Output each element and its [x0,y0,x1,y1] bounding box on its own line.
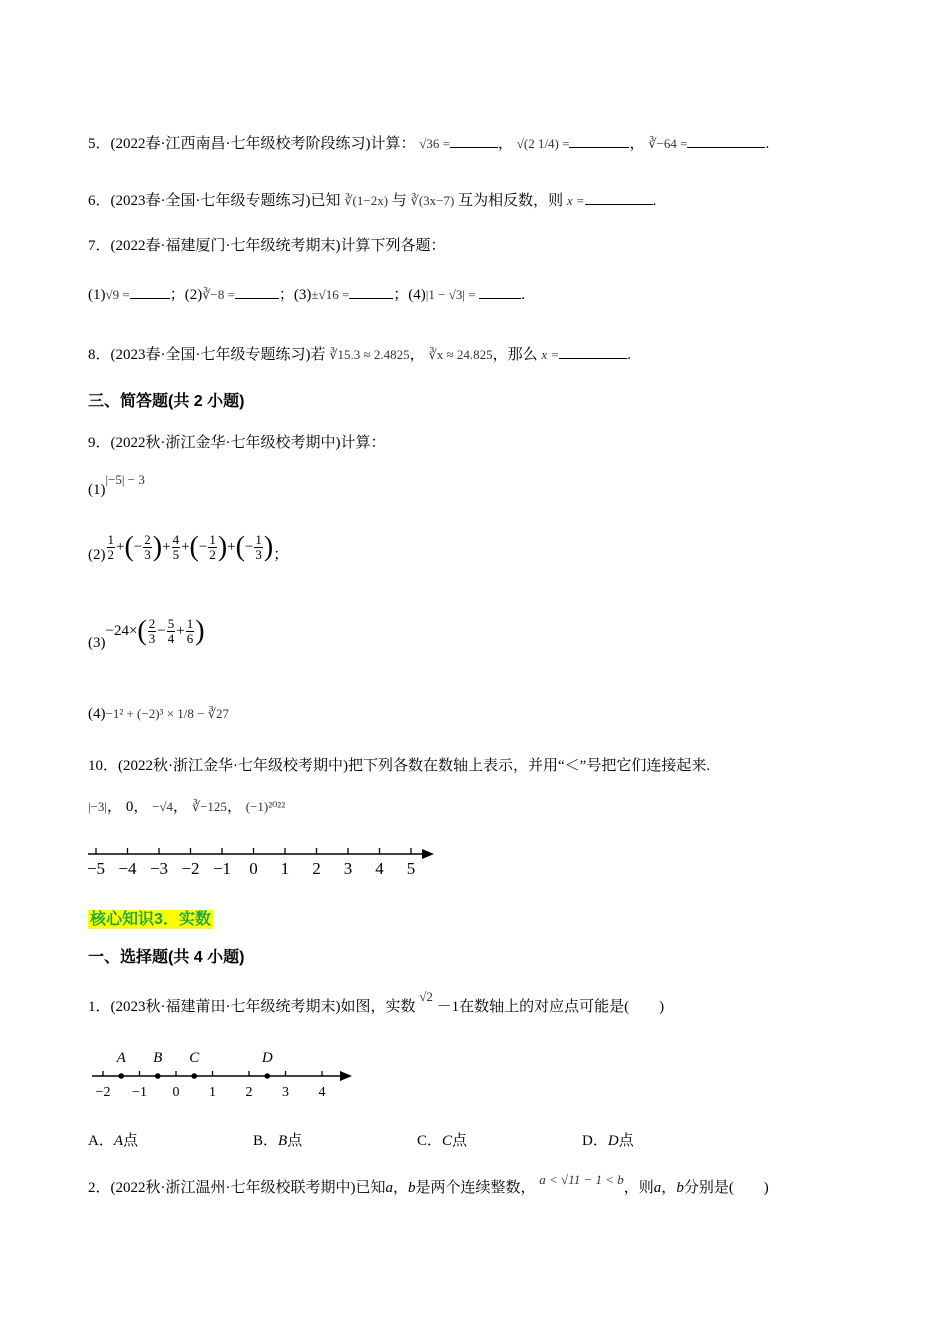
c1-tick-label: −1 [132,1085,147,1100]
q5-blank-3[interactable] [687,133,765,148]
q10-item-3: −√4 [152,799,174,814]
c1-option-c[interactable]: C．C点 [417,1133,468,1149]
c2-source: (2022秋·浙江温州·七年级校联考期中)已知 [110,1180,386,1196]
q10-tick-label: 5 [406,859,416,878]
q8-source: (2023春·全国·七年级专题练习)若 [110,347,326,363]
q7-expr-2: ∛−8 = [202,287,235,302]
q5-blank-2[interactable] [569,133,629,148]
q9-part-3: (3)−24×( $\frac{2}{3}$ − $\frac{5}{4}$ + $\frac{1}{6}$ ) [88,615,205,651]
c1-tail: －1在数轴上的对应点可能是( ) [436,999,665,1015]
q9-expr-4: −1² + (−2)³ × 1/8 − ∛27 [105,706,230,721]
q10-tick-label: −3 [149,859,169,878]
c1-option-d[interactable]: D．D点 [582,1133,634,1149]
q10-item-1: |−3| [88,799,108,814]
q5-blank-1[interactable] [450,133,498,148]
c1-number-line [86,1046,366,1102]
q7-expr-4: |1 − √3| = [425,287,476,302]
question-10 [88,756,710,776]
q7-expr-1: √9 = [105,287,130,302]
question-7 [88,236,446,256]
c1-tick-label: 0 [172,1085,180,1100]
q10-source: (2022秋·浙江金华·七年级校考期中)把下列各数在数轴上表示，并用“＜”号把它们连接起来. [118,758,711,774]
q10-tick-label: 0 [249,859,258,878]
c1-tick-label: 4 [318,1085,326,1100]
q9-part-1: (1)|−5| − 3 [88,472,145,498]
q8-number: 8． [88,347,111,363]
q10-item-5: (−1)²⁰²² [245,799,286,814]
c1-point-c [191,1073,197,1079]
question-5: 5．(2022春·江西南昌·七年级校考阶段练习)计算： √36 = ， √(2 1/4) = ， ∛−64 = . [88,133,769,154]
choice-question-2: 2．(2022秋·浙江温州·七年级校联考期中)已知a，b是两个连续整数， a < √11 − 1 < b，则a，b分别是( ) [88,1172,769,1196]
q10-number: 10． [88,758,119,774]
q9-part-2: (2) $\frac{1}{2}$ +(− $\frac{2}{3}$ )+ $\frac{4}{5}$ +(− $\frac{1}{2}$ )+(− $\frac{1}{3}$ )； [88,531,289,563]
q10-item-2: 0 [125,799,134,815]
q8-expr-1: ∛15.3 ≈ 2.4825 [329,347,410,362]
q9-number: 9． [88,435,111,451]
c1-point-label-a: A [116,1050,126,1066]
c1-tick-label: 2 [245,1085,253,1100]
c2-expr: a < √11 − 1 < b [539,1172,624,1187]
q7-number: 7． [88,238,111,254]
c1-point-label-d: D [261,1050,273,1066]
q10-tick-label: −2 [181,859,200,878]
q9-expr-1: |−5| − 3 [105,472,145,487]
q10-tick-label: 1 [280,859,290,878]
q10-axis-arrow [422,849,434,859]
c1-number: 1． [88,999,111,1015]
q9-part-4: (4)−1² + (−2)³ × 1/8 − ∛27 [88,706,230,722]
q7-source: (2022春·福建厦门·七年级统考期末)计算下列各题： [110,238,446,254]
q6-expr-1: ∛(1−2x) [344,193,389,208]
section-3-heading: 三、简答题(共 2 小题) [88,393,245,410]
q7-blank-3[interactable] [349,284,393,299]
q10-tick-label: 3 [343,859,353,878]
c1-option-b[interactable]: B．B点 [253,1133,303,1149]
q10-tick-label: 4 [375,859,384,878]
c2-number: 2． [88,1180,111,1196]
q5-expr-1: √36 = [419,136,450,151]
q9-source: (2022秋·浙江金华·七年级校考期中)计算： [110,435,386,451]
q8-expr-2: ∛x ≈ 24.825 [428,347,493,362]
q10-number-line [84,840,444,882]
c1-tick-label: 3 [282,1085,289,1100]
knowledge-3-label: 核心知识3．实数 [90,911,211,928]
q6-blank[interactable] [585,190,653,205]
question-9 [88,433,386,453]
q6-tail: 互为相反数，则 [458,193,564,209]
q6-expr-3: x = [566,193,585,208]
q7-blank-1[interactable] [130,284,170,299]
q5-expr-2: √(2 1/4) = [516,136,570,151]
q6-number: 6． [88,193,111,209]
q10-tick-label: −4 [118,859,137,878]
q7-blank-2[interactable] [235,284,279,299]
q6-expr-2: ∛(3x−7) [410,193,455,208]
q8-expr-3: x = [541,347,560,362]
q6-source: (2023春·全国·七年级专题练习)已知 [110,193,341,209]
q5-source: (2022春·江西南昌·七年级校考阶段练习)计算： [110,136,416,152]
question-7-parts: (1)√9 = ；(2)∛−8 = ；(3)±√16 = ；(4)|1 − √3| = . [88,284,525,305]
choice-question-1 [88,989,665,1017]
q10-numbers: |−3|， 0， −√4， ∛−125， (−1)²⁰²² [88,799,286,815]
q6-mid: 与 [391,193,407,209]
c1-tick-label: −2 [95,1085,111,1100]
question-8: 8．(2023春·全国·七年级专题练习)若 ∛15.3 ≈ 2.4825， ∛x ≈ 24.825，那么 x = . [88,344,631,365]
c1-axis-arrow [340,1071,352,1081]
q5-expr-3: ∛−64 = [648,136,688,151]
knowledge-3-heading [88,910,213,930]
c1-point-d [264,1073,270,1079]
c1-point-b [155,1073,161,1079]
c1-source: (2023秋·福建莆田·七年级统考期末)如图，实数 [110,999,416,1015]
q10-ticks [87,848,415,878]
c1-point-a [118,1073,124,1079]
q8-blank[interactable] [559,344,627,359]
q7-blank-4[interactable] [479,284,521,299]
c1-option-a[interactable]: A．A点 [88,1133,139,1149]
q10-tick-label: −1 [212,859,232,878]
q5-number: 5． [88,136,111,152]
c1-expr: √2 [419,989,433,1004]
c1-point-label-b: B [153,1050,163,1066]
question-6: 6．(2023春·全国·七年级专题练习)已知 ∛(1−2x) 与 ∛(3x−7) 互为相反数，则 x = . [88,190,656,211]
q10-item-4: ∛−125 [191,799,227,814]
q7-expr-3: ±√16 = [311,287,350,302]
section-1-heading: 一、选择题(共 4 小题) [88,949,245,966]
q10-tick-label: 2 [312,859,321,878]
q10-tick-label: −5 [86,859,106,878]
c1-tick-label: 1 [209,1085,216,1100]
c1-point-label-c: C [189,1050,200,1066]
